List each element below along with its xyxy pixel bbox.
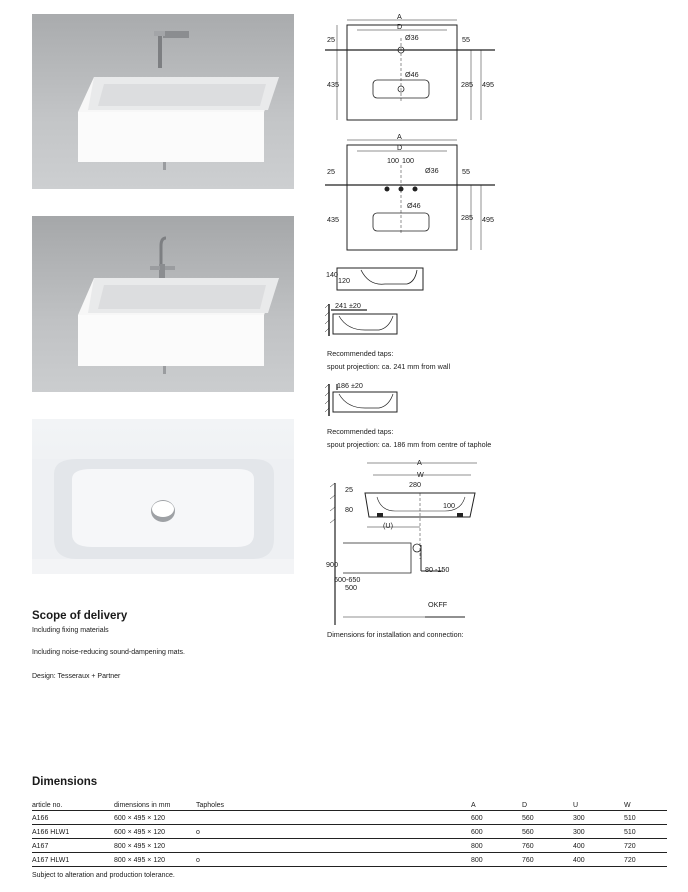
cell-W: 510	[624, 811, 667, 825]
cell-tapholes	[196, 839, 471, 853]
dim-A: A	[417, 458, 422, 467]
product-photo-deck-tap	[32, 216, 294, 392]
cell-dimensions: 800 × 495 × 120	[114, 839, 196, 853]
dim-25: 25	[327, 167, 335, 176]
top-view-drawing-deck-tap	[325, 132, 495, 255]
cell-A: 800	[471, 839, 522, 853]
header-D: D	[522, 800, 573, 811]
cell-article: A167	[32, 839, 114, 853]
cell-U: 400	[573, 853, 624, 867]
header-tapholes: Tapholes	[196, 800, 471, 811]
cell-W: 720	[624, 839, 667, 853]
dim-120: 120	[338, 276, 350, 285]
top-view-drawing-wall-tap	[325, 10, 495, 125]
cell-D: 760	[522, 839, 573, 853]
dim-100: 100	[443, 501, 455, 510]
dim-500: 500	[345, 583, 357, 592]
spout-drawing-deck	[325, 380, 405, 420]
product-photo-closeup	[32, 419, 294, 574]
dim-waste: Ø46	[407, 201, 421, 210]
dim-100b: 100	[402, 156, 414, 165]
cell-article: A167 HLW1	[32, 853, 114, 867]
side-section-drawing	[325, 266, 425, 292]
header-article: article no.	[32, 800, 114, 811]
cell-dimensions: 600 × 495 × 120	[114, 811, 196, 825]
scope-line-2: Including noise-reducing sound-dampening mats.	[32, 649, 185, 656]
dim-55: 55	[462, 167, 470, 176]
product-photo-wall-tap	[32, 14, 294, 189]
table-row	[32, 853, 667, 867]
cell-article: A166	[32, 811, 114, 825]
install-caption: Dimensions for installation and connection:	[327, 630, 464, 639]
scope-line-1: Including fixing materials	[32, 627, 109, 634]
header-A: A	[471, 800, 522, 811]
dim-okff: OKFF	[428, 600, 448, 609]
dim-285: 285	[461, 213, 473, 222]
dim-25: 25	[345, 485, 353, 494]
rec-taps-text-1: spout projection: ca. 241 mm from wall	[327, 362, 451, 371]
dim-A: A	[397, 132, 402, 141]
rec-taps-text-2: spout projection: ca. 186 mm from centre of taphole	[327, 440, 492, 449]
dim-spout1: 241 ±20	[335, 301, 361, 310]
header-W: W	[624, 800, 667, 811]
dim-100a: 100	[387, 156, 399, 165]
cell-dimensions: 600 × 495 × 120	[114, 825, 196, 839]
cell-D: 760	[522, 853, 573, 867]
cell-U: 400	[573, 839, 624, 853]
cell-D: 560	[522, 825, 573, 839]
table-row	[32, 811, 667, 825]
dim-435: 435	[327, 215, 339, 224]
header-dimensions: dimensions in mm	[114, 800, 196, 811]
table-row	[32, 825, 667, 839]
cell-W: 720	[624, 853, 667, 867]
dim-495: 495	[482, 80, 494, 89]
dim-435: 435	[327, 80, 339, 89]
dim-U: (U)	[383, 521, 393, 530]
dim-D: D	[397, 22, 403, 31]
dim-80: 80	[345, 505, 353, 514]
cell-A: 600	[471, 811, 522, 825]
scope-line-3: Design: Tesseraux + Partner	[32, 673, 121, 680]
dim-waste: Ø46	[405, 70, 419, 79]
dim-600-650: 600-650	[334, 575, 361, 584]
cell-tapholes: o	[196, 825, 471, 839]
dim-hole: Ø36	[405, 33, 419, 42]
dim-55: 55	[462, 35, 470, 44]
footnote: Subject to alteration and production tolerance.	[32, 872, 175, 879]
installation-drawing	[325, 455, 485, 625]
dim-hole: Ø36	[425, 166, 439, 175]
header-U: U	[573, 800, 624, 811]
dim-80-150: 80 -150	[425, 565, 450, 574]
dimensions-title: Dimensions	[32, 776, 98, 788]
cell-U: 300	[573, 811, 624, 825]
dim-A: A	[397, 12, 402, 21]
table-row	[32, 839, 667, 853]
cell-U: 300	[573, 825, 624, 839]
cell-dimensions: 800 × 495 × 120	[114, 853, 196, 867]
spout-drawing-wall	[325, 300, 405, 342]
cell-tapholes	[196, 811, 471, 825]
dim-280: 280	[409, 480, 421, 489]
dim-W: W	[417, 470, 424, 479]
rec-taps-title-2: Recommended taps:	[327, 427, 394, 436]
cell-article: A166 HLW1	[32, 825, 114, 839]
scope-title: Scope of delivery	[32, 610, 128, 622]
table-header-row	[32, 800, 667, 811]
cell-A: 600	[471, 825, 522, 839]
dim-spout2: 186 ±20	[337, 381, 363, 390]
rec-taps-title-1: Recommended taps:	[327, 349, 394, 358]
dim-140: 140	[326, 270, 338, 279]
cell-D: 560	[522, 811, 573, 825]
cell-W: 510	[624, 825, 667, 839]
dim-900: 900	[326, 560, 338, 569]
dim-285: 285	[461, 80, 473, 89]
dim-D: D	[397, 143, 403, 152]
dim-25: 25	[327, 35, 335, 44]
cell-tapholes: o	[196, 853, 471, 867]
dimensions-table	[32, 800, 667, 867]
cell-A: 800	[471, 853, 522, 867]
dim-495: 495	[482, 215, 494, 224]
